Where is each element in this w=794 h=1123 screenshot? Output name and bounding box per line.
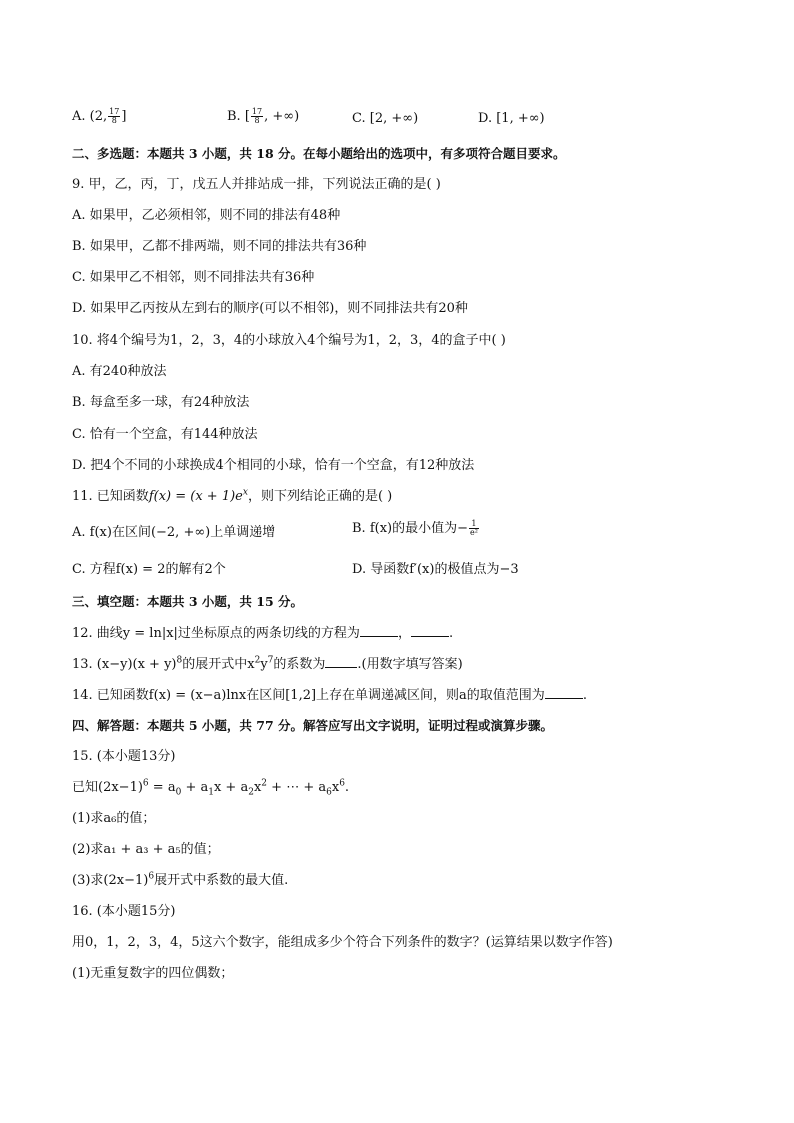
- section-2-title: 二、多选题：本题共 3 小题，共 18 分。在每小题给出的选项中，有多项符合题目要求。: [72, 146, 566, 161]
- q15-sub-6: 6: [326, 787, 332, 798]
- section-3-title: 三、填空题：本题共 3 小题，共 15 分。: [72, 594, 304, 609]
- q11-option-a: A. f(x)在区间(−2, +∞)上单调递增: [72, 525, 276, 540]
- q10-option-a: A. 有240种放法: [72, 364, 167, 379]
- q16-header: 16. (本小题15分): [72, 904, 176, 919]
- q15-sub-2: 2: [248, 787, 254, 798]
- q13-suffix: 的系数为: [273, 657, 326, 672]
- q11-stem-exponent: x: [242, 487, 248, 498]
- q14-text: 14. 已知函数f(x) = (x−a)lnx在区间[1,2]上存在单调递减区间，则a的取值范围为: [72, 688, 545, 703]
- q11-option-b-prefix: B. f(x)的最小值为−: [352, 521, 468, 536]
- q10-option-b: B. 每盒至多一球，有24种放法: [72, 395, 250, 410]
- q12-answer-blank-1[interactable]: [360, 624, 398, 637]
- q11-option-b: [352, 520, 480, 538]
- q8-option-a: [72, 108, 126, 126]
- q8-option-b-close: , +∞): [264, 109, 300, 124]
- q8-option-b-den: 8: [254, 116, 260, 125]
- q13-middle: 的展开式中x: [182, 657, 255, 672]
- q15-part-3-prefix: (3)求(2x−1): [72, 873, 149, 888]
- q15-sub-1: 1: [208, 787, 214, 798]
- q9-option-a: A. 如果甲，乙必须相邻，则不同的排法有48种: [72, 208, 341, 223]
- q8-option-b-label: B.: [227, 109, 241, 124]
- q15-sub-0: 0: [175, 787, 182, 798]
- q8-option-c: C. [2, +∞): [352, 111, 419, 126]
- q8-option-a-num: 17: [109, 107, 120, 116]
- q15-part-1: (1)求a₆的值；: [72, 811, 156, 826]
- q15-given-end: .: [344, 780, 350, 795]
- q11-option-c: C. 方程f(x) = 2的解有2个: [72, 562, 226, 577]
- q13-exponent-1: 8: [176, 655, 183, 666]
- q15-x-a2: x + a: [213, 780, 249, 795]
- q15-part-2: (2)求a₁ + a₃ + a₅的值；: [72, 842, 220, 857]
- q9-option-c: C. 如果甲乙不相邻，则不同排法共有36种: [72, 270, 315, 285]
- q15-dots: + ⋯ + a: [267, 780, 327, 795]
- q15-plus-a1: + a: [181, 780, 209, 795]
- q11-stem: [72, 488, 392, 506]
- q10-stem: 10. 将4个编号为1，2，3，4的小球放入4个编号为1，2，3，4的盒子中( ): [72, 333, 506, 348]
- q13-middle-2: y: [260, 657, 268, 672]
- q15-part-3-suffix: 展开式中系数的最大值.: [154, 873, 289, 888]
- q11-option-b-num: 1: [469, 520, 479, 529]
- q15-header: 15. (本小题13分): [72, 749, 176, 764]
- q10-option-d: D. 把4个不同的小球换成4个相同的小球，恰有一个空盒，有12种放法: [72, 458, 475, 473]
- q11-stem-suffix: ，则下列结论正确的是( ): [247, 489, 393, 504]
- q8-option-b-fraction: [251, 108, 263, 125]
- q8-option-a-den: 8: [111, 116, 117, 125]
- q16-stem: 用0，1，2，3，4，5这六个数字，能组成多少个符合下列条件的数字？(运算结果以数字作答): [72, 935, 613, 950]
- q14: [72, 686, 587, 705]
- q8-option-b-num: 17: [251, 107, 263, 116]
- q15-given-prefix: 已知(2x−1): [72, 780, 143, 795]
- q15-given-a: = a: [148, 780, 176, 795]
- q13-answer-blank[interactable]: [325, 655, 357, 668]
- q15-given: [72, 779, 349, 797]
- q15-part-3: [72, 872, 288, 890]
- q13-end: .(用数字填写答案): [357, 657, 463, 672]
- q15-x2: x: [253, 780, 262, 795]
- q16-part-1: (1)无重复数字的四位偶数；: [72, 966, 234, 981]
- q11-stem-prefix: 11. 已知函数: [72, 489, 149, 504]
- q8-option-b: [227, 108, 299, 126]
- q15-sup-6: 6: [339, 778, 345, 789]
- q11-option-b-den: e²: [470, 528, 478, 537]
- q8-option-a-open: (2,: [89, 109, 108, 124]
- q9-option-b: B. 如果甲，乙都不排两端，则不同的排法共有36种: [72, 239, 367, 254]
- q9-stem: 9. 甲，乙，丙，丁，戊五人并排站成一排，下列说法正确的是( ): [72, 177, 441, 192]
- q13-exponent-3: 7: [267, 655, 274, 666]
- q11-stem-function: f(x) = (x + 1)e: [148, 489, 243, 504]
- section-4-title: 四、解答题：本题共 5 小题，共 77 分。解答应写出文字说明，证明过程或演算步骤。: [72, 718, 554, 733]
- q15-sup-2: 2: [261, 778, 268, 789]
- q12: [72, 624, 453, 643]
- q9-option-d: D. 如果甲乙丙按从左到右的顺序(可以不相邻)，则不同排法共有20种: [72, 301, 468, 316]
- q15-x6: x: [331, 780, 340, 795]
- q10-option-c: C. 恰有一个空盒，有144种放法: [72, 427, 258, 442]
- q13-exponent-2: 2: [254, 655, 261, 666]
- q8-option-a-label: A.: [72, 109, 86, 124]
- q8-option-b-open: [: [244, 109, 250, 124]
- q13: [72, 655, 463, 674]
- q8-option-a-fraction: [108, 108, 120, 125]
- q12-text: 12. 曲线y = ln|x|过坐标原点的两条切线的方程为: [72, 626, 360, 641]
- q12-end: .: [448, 626, 454, 641]
- q15-part-3-exponent: 6: [148, 871, 155, 882]
- q12-answer-blank-2[interactable]: [411, 624, 449, 637]
- q8-option-d: D. [1, +∞): [478, 111, 545, 126]
- q15-given-exponent: 6: [142, 778, 149, 789]
- q11-option-d: D. 导函数f′(x)的极值点为−3: [352, 562, 519, 577]
- q12-separator: ，: [397, 626, 411, 641]
- q11-option-b-fraction: [469, 520, 479, 537]
- q14-end: .: [582, 688, 587, 703]
- q14-answer-blank[interactable]: [545, 686, 583, 699]
- q8-option-a-close: ]: [121, 109, 127, 124]
- q13-prefix: 13. (x−y)(x + y): [72, 657, 177, 672]
